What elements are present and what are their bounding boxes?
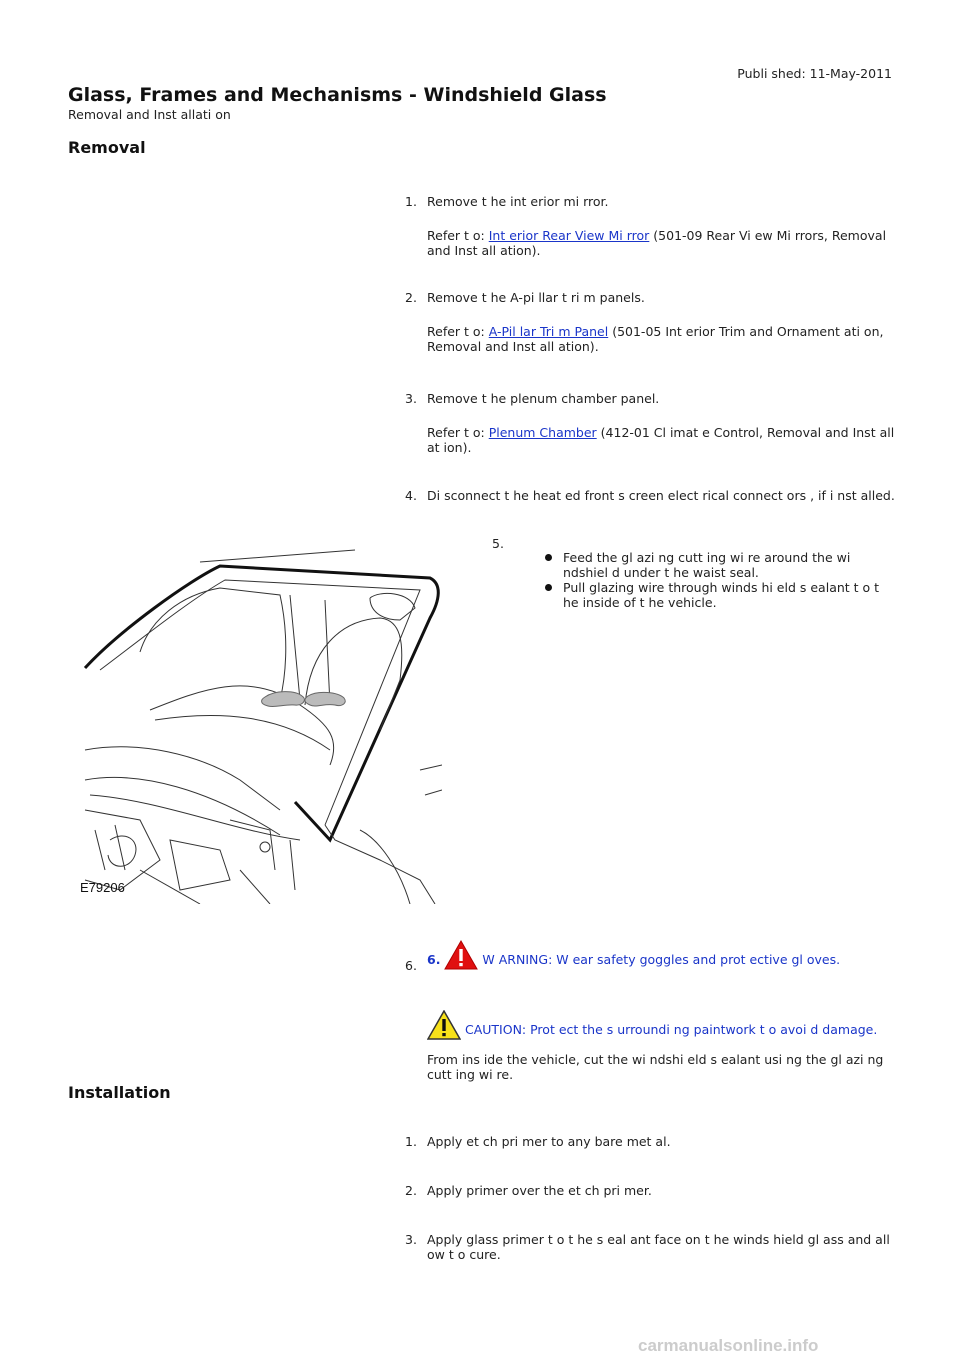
removal-step-2-number: 2. [405,290,417,305]
plenum-chamber-link[interactable]: Plenum Chamber [488,425,597,440]
removal-step-3-ref [427,425,897,455]
watermark-logo: carmanualsonline.info [638,1336,819,1355]
ref-suffix: (501-09 Rear Vi ew Mi rrors, Removal and Inst all ation). [427,228,887,258]
installation-heading: Installation [68,1083,171,1102]
bullet-item [545,550,885,580]
ref-prefix: Refer t o: [427,324,489,339]
installation-step-2-text: Apply primer over the et ch pri mer. [427,1183,652,1198]
removal-step-2-text: Remove t he A-pi llar t ri m panels. [427,290,645,305]
removal-step-5-bullets [545,550,885,610]
bullet-text: Pull glazing wire through winds hi eld s ealant t o t he inside of t he vehicle. [563,580,880,610]
removal-step-5-number: 5. [492,536,504,551]
removal-heading: Removal [68,138,146,157]
installation-step-1-text: Apply et ch pri mer to any bare met al. [427,1134,671,1149]
interior-mirror-link[interactable]: Int erior Rear View Mi rror [488,228,650,243]
removal-step-3-number: 3. [405,391,417,406]
bullet-item [545,580,885,610]
bullet-dot-icon [545,554,552,561]
installation-step-1-number: 1. [405,1134,417,1149]
page-subtitle: Removal and Inst allati on [68,107,231,122]
ref-suffix: (501-05 Int erior Trim and Ornament ati on, Removal and Inst all ation). [427,324,884,354]
ref-prefix: Refer t o: [427,425,489,440]
installation-step-3-number: 3. [405,1232,417,1247]
a-pillar-trim-link[interactable]: A-Pil lar Tri m Panel [488,324,609,339]
page-title: Glass, Frames and Mechanisms - Windshield Glass [68,84,607,106]
step-6-bold-number: 6. [427,952,441,967]
bullet-dot-icon [545,584,552,591]
removal-step-4-number: 4. [405,488,417,503]
caution-row [427,1010,897,1040]
removal-step-3-text: Remove t he plenum chamber panel. [427,391,660,406]
removal-step-1-text: Remove t he int erior mi rror. [427,194,609,209]
warning-triangle-icon [444,940,478,970]
removal-step-4-text: Di sconnect t he heat ed front s creen elect rical connect ors , if i nst alled. [427,488,895,503]
warning-text: W ARNING: W ear safety goggles and prot ective gl oves. [482,952,841,967]
installation-step-3-text: Apply glass primer t o t he s eal ant face on t he winds hield gl ass and all ow t o cure. [427,1232,890,1262]
removal-step-6-number: 6. [405,958,417,973]
removal-step-1-number: 1. [405,194,417,209]
removal-step-6-text: From ins ide the vehicle, cut the wi ndshi eld s ealant usi ng the gl azi ng cutt ing wi re. [427,1052,884,1082]
removal-step-2-ref [427,324,897,354]
ref-prefix: Refer t o: [427,228,489,243]
caution-text: CAUTION: Prot ect the s urroundi ng paintwork t o avoi d damage. [464,1022,878,1037]
warning-row [427,940,897,970]
figure-label: E79206 [80,880,125,895]
caution-triangle-icon [427,1010,461,1040]
windshield-cutting-wire-diagram [80,540,442,904]
published-date: Publi shed: 11-May-2011 [737,66,892,81]
installation-step-2-number: 2. [405,1183,417,1198]
ref-suffix: (412-01 Cl imat e Control, Removal and Inst all at ion). [427,425,895,455]
bullet-text: Feed the gl azi ng cutt ing wi re around the wi ndshiel d under t he waist seal. [563,550,851,580]
removal-step-1-ref [427,228,897,258]
